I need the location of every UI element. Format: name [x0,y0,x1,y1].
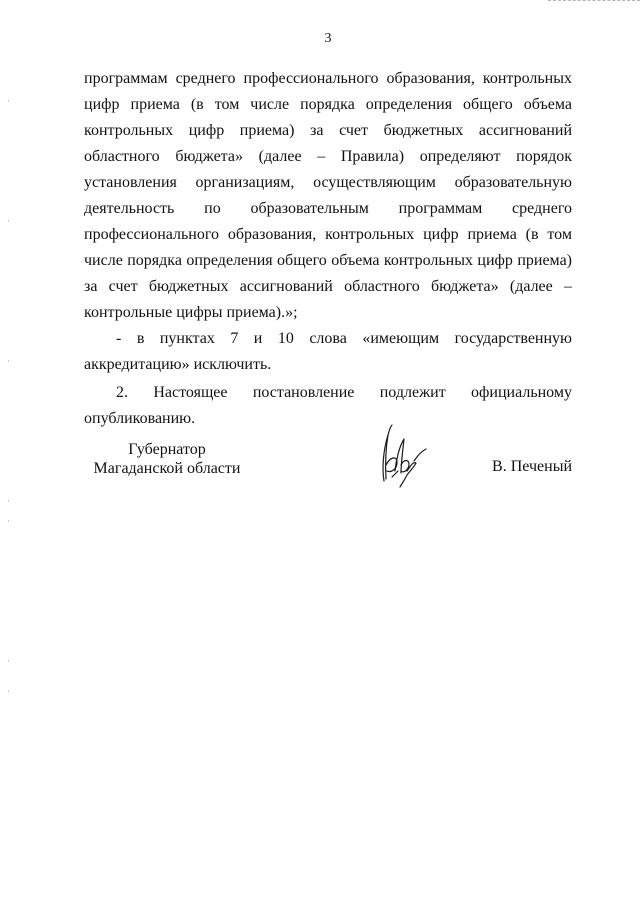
paragraph-publication: 2. Настоящее постановление подлежит официальному опубликованию. [84,384,572,427]
page-number: 3 [324,31,332,46]
body-line: (далее – Правила) определяют порядок установления организациям, [84,148,572,191]
body-line: цифр приема) за счет бюджетных ассигнований областного бюджета» [84,122,573,165]
body-line: приема (в том числе порядка определения общего объема контрольных [84,96,573,139]
paragraph-continuation [84,66,572,326]
signer-title [92,440,242,478]
document-body [84,66,572,432]
body-line: осуществляющим образовательную деятельность по образовательным [84,174,572,217]
handwritten-signature [370,421,430,489]
signer-name: В. Печеный [492,458,572,475]
paragraph-amendment: - в пунктах 7 и 10 слова «имеющим государственную аккредитацию» исключить. [84,330,572,373]
body-line: программам среднего профессионального образования, контрольных цифр [84,200,573,243]
body-line: цифр приема) за счет бюджетных ассигнований областного бюджета» [84,252,573,295]
scan-margin-marks [8,100,10,720]
signature-block [84,440,572,500]
signer-title-line2: Магаданской области [93,460,241,477]
top-edge-rule [548,0,640,2]
body-line: программам среднего профессионального образования, контрольных цифр [84,70,572,113]
body-line: приема (в том числе порядка определения общего объема контрольных [84,226,573,269]
body-line: (далее – контрольные цифры приема).»; [84,278,572,321]
signer-title-line1: Губернатор [128,441,206,458]
